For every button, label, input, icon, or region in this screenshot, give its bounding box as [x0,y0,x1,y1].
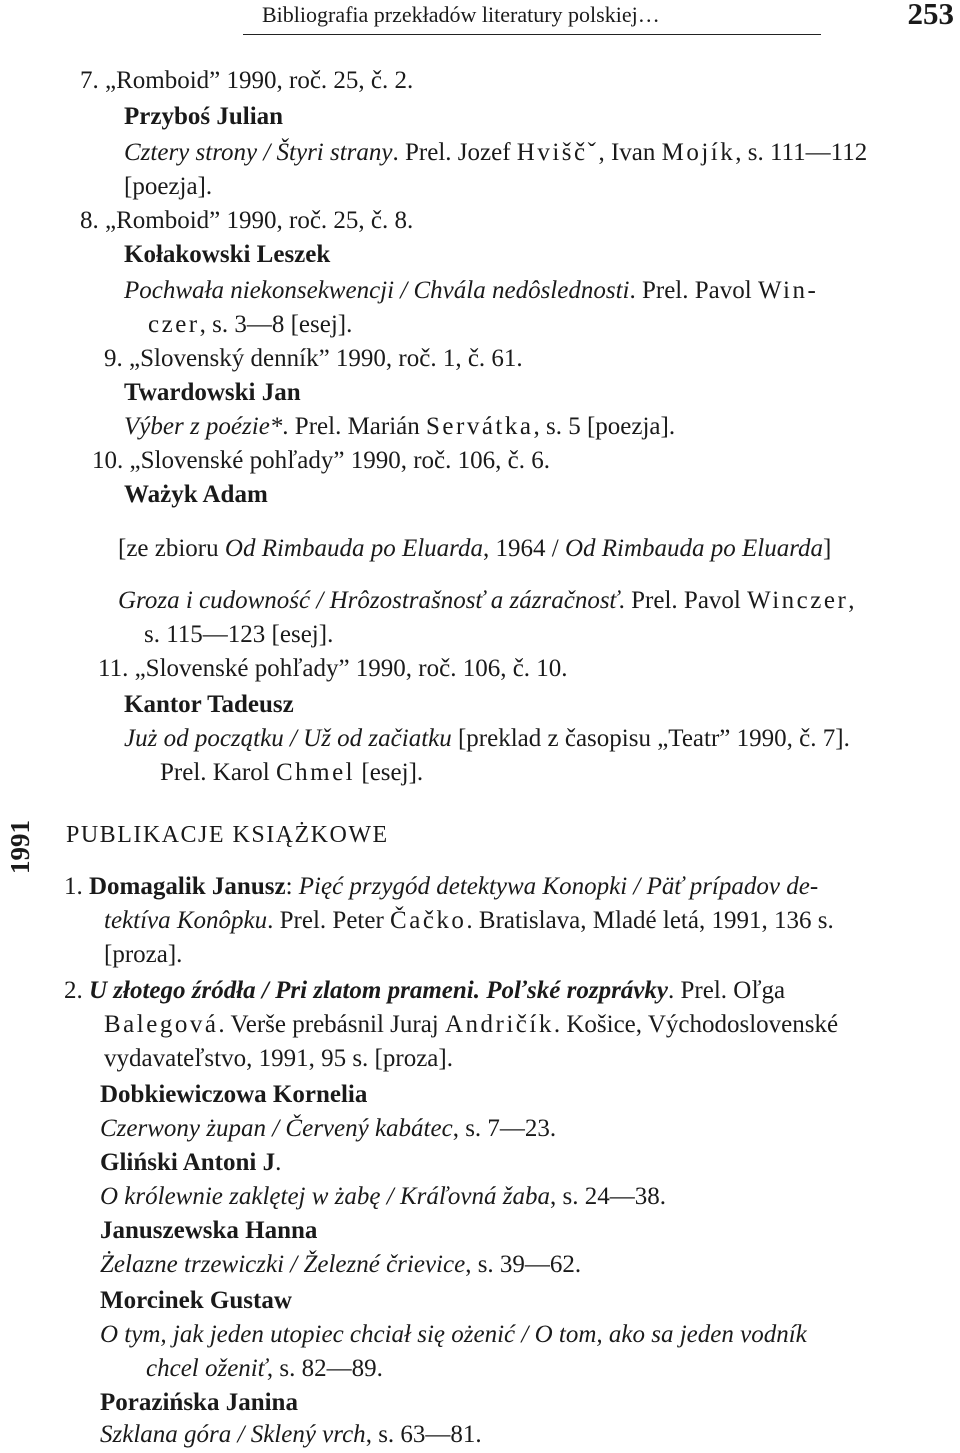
page-number: 253 [907,0,954,31]
entry-source: 10. „Slovenské pohľady” 1990, roč. 106, č. 6. [92,447,550,474]
entry-details: Prel. Karol Chmel [esej]. [160,759,424,786]
entry-title-line: Pochwała niekonsekwencji / Chvála nedôslednosti. Prel. Pavol Win- [124,277,819,304]
content-title: O królewnie zaklętej w żabę / Kráľovná žaba, s. 24—38. [100,1183,666,1210]
content-title: Czerwony żupan / Červený kabátec, s. 7—23. [100,1115,557,1142]
book-entry-line: 1. Domagalik Janusz: Pięć przygód detektywa Konopki / Päť prípadov de- [64,873,819,900]
entry-author: Kołakowski Leszek [124,241,331,268]
section-heading: PUBLIKACJE KSIĄŻKOWE [66,822,389,848]
entry-author: Ważyk Adam [124,481,268,508]
content-title: O tym, jak jeden utopiec chciał się ożenić / O tom, ako sa jeden vodník [100,1321,807,1348]
entry-source: 7. „Romboid” 1990, roč. 25, č. 2. [80,67,414,94]
content-author: Gliński Antoni J. [100,1149,282,1176]
content-title: Szklana góra / Sklený vrch, s. 63—81. [100,1421,482,1448]
side-year-label: 1991 [5,820,35,874]
content-author: Dobkiewiczowa Kornelia [100,1081,368,1108]
entry-note: [ze zbioru Od Rimbauda po Eluarda, 1964 / Od Rimbauda po Eluarda] [118,535,832,562]
content-author: Morcinek Gustaw [100,1287,292,1314]
running-header-title: Bibliografia przekładów literatury polskiej… [262,2,660,27]
content-author: Porazińska Janina [100,1389,298,1416]
book-entry-details: [proza]. [104,941,183,968]
entry-title-line: Groza i cudowność / Hrôzostrašnosť a zázračnosť. Prel. Pavol Winczer, [118,587,855,614]
entry-source: 8. „Romboid” 1990, roč. 25, č. 8. [80,207,414,234]
entry-author: Kantor Tadeusz [124,691,294,718]
book-entry-line: 2. U złotego źródła / Pri zlatom prameni. Poľské rozprávky. Prel. Oľga [64,977,786,1004]
content-author: Januszewska Hanna [100,1217,318,1244]
content-title: Żelazne trzewiczki / Železné črievice, s. 39—62. [100,1251,582,1278]
entry-details: czer, s. 3—8 [esej]. [148,311,353,338]
book-entry-line: Balegová. Verše prebásnil Juraj Andričík. Košice, Východoslovenské [104,1011,839,1038]
entry-author: Przyboś Julian [124,103,284,130]
entry-title-line: Cztery strony / Štyri strany. Prel. Jozef Hviščˇ, Ivan Mojík, s. 111—112 [124,139,868,166]
entry-details: s. 115—123 [esej]. [144,621,334,648]
entry-title-line: Już od początku / Už od začiatku [preklad z časopisu „Teatr” 1990, č. 7]. [124,725,850,752]
entry-source: 9. „Slovenský denník” 1990, roč. 1, č. 61. [104,345,523,372]
entry-source: 11. „Slovenské pohľady” 1990, roč. 106, č. 10. [98,655,568,682]
book-entry-details: vydavateľstvo, 1991, 95 s. [proza]. [104,1045,453,1072]
entry-details: [poezja]. [124,173,213,200]
entry-title-line: Výber z poézie*. Prel. Marián Servátka, s. 5 [poezja]. [124,413,676,440]
book-entry-line: tektíva Konôpku. Prel. Peter Čačko. Bratislava, Mladé letá, 1991, 136 s. [104,907,834,934]
content-title: chcel oženiť, s. 82—89. [146,1355,383,1382]
header-rule [243,34,821,35]
entry-author: Twardowski Jan [124,379,301,406]
